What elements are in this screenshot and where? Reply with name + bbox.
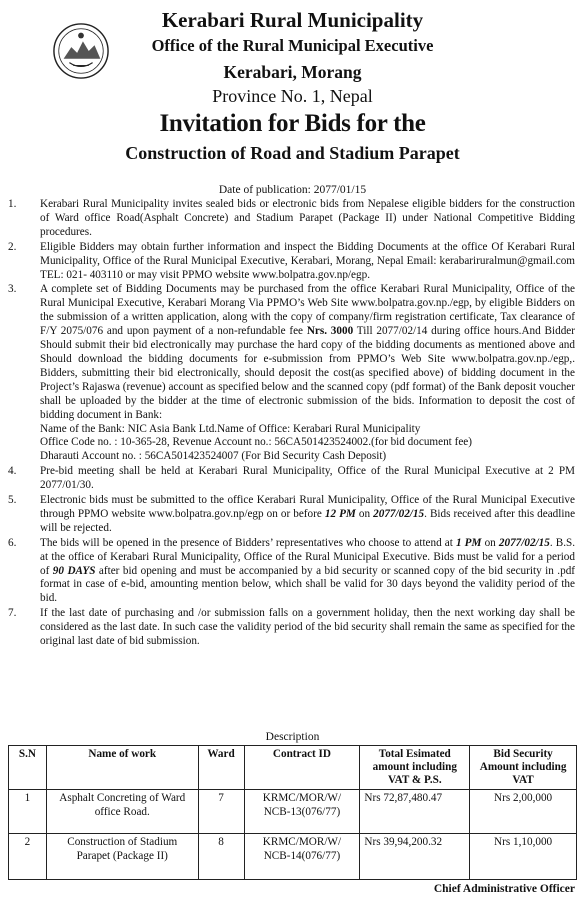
table-cell: Nrs 39,94,200.32	[360, 834, 470, 880]
clause-text-part: The bids will be opened in the presence of Bidders’ representatives who choose to attend at	[40, 536, 453, 549]
clause-number: 5.	[8, 494, 17, 507]
clause-text-part: . Bids received after this deadline will be rejected.	[40, 507, 576, 534]
clause-text	[40, 283, 575, 464]
clause-text-part: . B.S. at the office of Kerabari Rural Municipality, Office of the Rural Municipal Executive. Bids must be valid for a period of	[40, 536, 576, 577]
clause-4	[8, 465, 575, 493]
col-header: Bid Security Amount including VAT	[470, 746, 577, 790]
table-cell: Nrs 2,00,000	[470, 790, 577, 834]
signatory-title: Chief Administrative Officer	[433, 883, 575, 895]
table-row	[9, 790, 577, 834]
clause-number: 7.	[8, 607, 17, 620]
opening-date: 2077/02/15	[498, 536, 550, 549]
clause-text: Pre-bid meeting shall be held at Kerabari Rural Municipality, Office of the Rural Municipal Executive at 2 PM 2077/01/30.	[40, 465, 575, 492]
table-row	[9, 834, 577, 880]
col-header: Contract ID	[244, 746, 360, 790]
table-cell: 2	[9, 834, 47, 880]
table-cell: Asphalt Concreting of Ward office Road.	[46, 790, 198, 834]
bank-name-line: Name of the Bank: NIC Asia Bank Ltd.Name of Office: Kerabari Rural Municipality	[40, 422, 421, 435]
col-header: S.N	[9, 746, 47, 790]
table-header-row	[9, 746, 577, 790]
table-cell: 1	[9, 790, 47, 834]
clause-number: 6.	[8, 536, 17, 549]
clause-text: Eligible Bidders may obtain further information and inspect the Bidding Documents at the office Of Kerabari Rural Municipality, Office of the Rural Municipal Executive, Kerabari, Morang, Nepal Email: kerabariruralmun@gmail.com TEL: 021- 403110 or may visit PPMO website www.bolpatra.gov.np/egp.	[40, 240, 575, 281]
col-header: Name of work	[46, 746, 198, 790]
clause-7	[8, 607, 575, 649]
validity-days: 90 DAYS	[52, 564, 96, 577]
clause-text: If the last date of purchasing and /or submission falls on a government holiday, then the next working day shall be considered as the last date. In such case the validity period of the bid security shall remain the same as specified for the original last date of bid submission.	[40, 607, 575, 648]
clause-text-part: A complete set of Bidding Documents may be purchased from the office Kerabari Rural Municipality, Office of the Rural Municipal Executive, Kerabari Morang Via PPMO’s Web Site www.bolpatra.gov.np./egp, by eligible Bidders on the submission of a written application, along with the copy of company/firm registration certificate, Tax clearance of F/Y 2075/076 and upon payment of a non-refundable fee	[40, 283, 575, 338]
submission-time: 12 PM	[324, 507, 356, 520]
clause-number: 2.	[8, 240, 17, 253]
clause-text-part: on	[358, 507, 371, 520]
notice-subtitle: Construction of Road and Stadium Parapet	[125, 143, 460, 163]
clause-text-part: which shall be valid for 30 days beyond the validity period of the bid.	[40, 578, 575, 605]
clause-number: 3.	[8, 283, 17, 296]
office-code-line: Office Code no. : 10-365-28, Revenue Account no.: 56CA501423524002.(for bid document fee)	[40, 436, 472, 449]
clauses-list	[8, 198, 575, 650]
clause-text	[40, 537, 575, 607]
clause-number: 1.	[8, 198, 17, 210]
table-cell: KRMC/MOR/W/ NCB-14(076/77)	[244, 834, 360, 880]
province: Province No. 1, Nepal	[212, 86, 373, 106]
office-name: Office of the Rural Municipal Executive	[151, 36, 434, 55]
clause-6	[8, 537, 575, 607]
clause-3	[8, 283, 575, 464]
publication-date: Date of publication: 2077/01/15	[218, 184, 367, 196]
table-cell: KRMC/MOR/W/ NCB-13(076/77)	[244, 790, 360, 834]
table-cell: 7	[198, 790, 244, 834]
works-table	[8, 745, 577, 880]
clause-text: Kerabari Rural Municipality invites sealed bids or electronic bids from Nepalese eligible bidders for the construction of Ward office Road(Asphalt Concrete) and Stadium Parapet (Package II) under National Competitive Bidding procedures.	[40, 198, 575, 238]
table-cell: Nrs 72,87,480.47	[360, 790, 470, 834]
clause-text	[40, 494, 575, 536]
clause-2	[8, 241, 575, 283]
table-cell: Nrs 1,10,000	[470, 834, 577, 880]
clause-text-part: on	[484, 536, 496, 549]
opening-time: 1 PM	[455, 536, 482, 549]
clause-text-part: Till 2077/02/14 during office hours.And Bidder Should submit their bid electronically may purchase the hard copy of the bidding documents as mentioned above and Should download the bidding documents for e-submission from PPMO’s Web Site www.bolpatra.gov.np./egp,. Bidders, submitting their bid electronically, should deposit the cost(as specified above) of bidding document in the Project’s Rajaswa (revenue) account as specified below and the scanned copy (pdf format) of the Bank deposit voucher shall be uploaded by the bidder at the time of electronic submission of the bids. Information to deposit the cost of bidding document in Bank:	[40, 325, 575, 421]
submission-date: 2077/02/15	[373, 507, 425, 520]
location: Kerabari, Morang	[223, 62, 362, 82]
clause-1	[8, 198, 575, 240]
clause-number: 4.	[8, 465, 17, 478]
clause-text-part: Electronic bids must be submitted to the office Kerabari Rural Municipality, Office of the Rural Municipal Executive through PPMO website www.bolpatra.gov.np/egp on or before	[40, 494, 575, 520]
table-cell: Construction of Stadium Parapet (Package II)	[46, 834, 198, 880]
col-header: Ward	[198, 746, 244, 790]
document-fee: Nrs. 3000	[306, 325, 354, 338]
notice-header	[0, 0, 585, 178]
dharauti-account-line: Dharauti Account no. : 56CA501423524007 (For Bid Security Cash Deposit)	[40, 450, 387, 463]
clause-text-part: after bid opening and must be accompanied by a bid security or scanned copy of the bid security in .pdf format in case of e-bid, amounting mention below,	[40, 564, 576, 591]
clause-5	[8, 494, 575, 536]
notice-title: Invitation for Bids for the	[159, 110, 426, 137]
table-caption: Description	[265, 731, 320, 743]
col-header: Total Esimated amount including VAT & P.S.	[360, 746, 470, 790]
table-cell: 8	[198, 834, 244, 880]
org-name: Kerabari Rural Municipality	[161, 8, 424, 32]
